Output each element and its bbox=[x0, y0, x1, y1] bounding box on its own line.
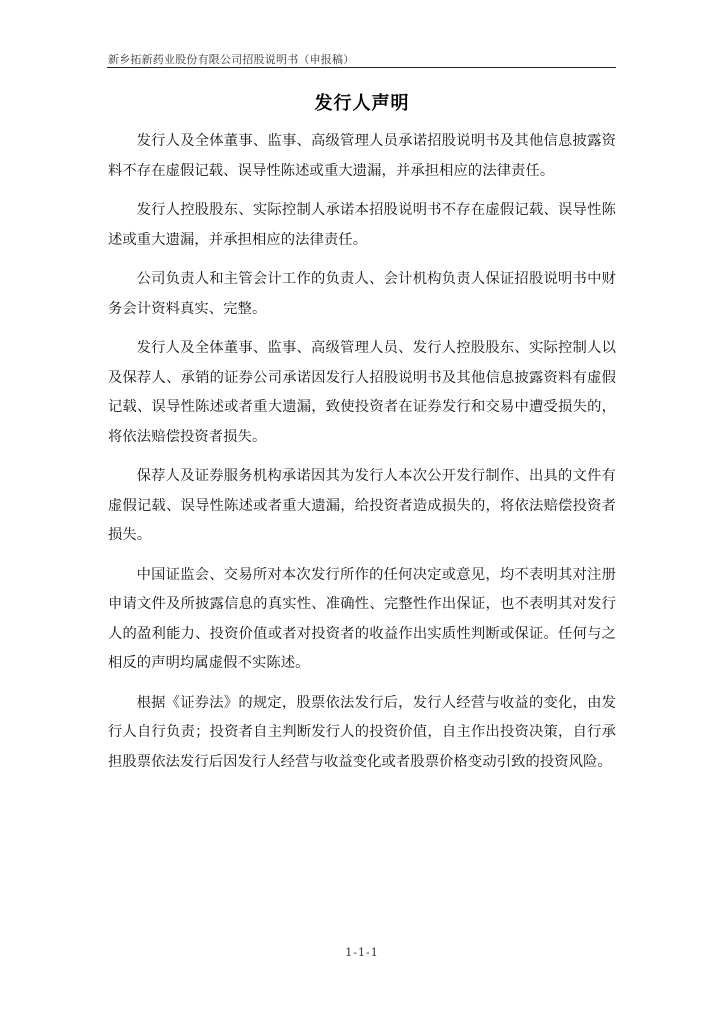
paragraph-3: 公司负责人和主管会计工作的负责人、会计机构负责人保证招股说明书中财务会计资料真实、完整。 bbox=[108, 271, 616, 317]
page-number: 1-1-1 bbox=[345, 946, 379, 959]
paragraph-7: 根据《证券法》的规定，股票依法发行后，发行人经营与收益的变化，由发行人自行负责；投资者自主判断发行人的投资价值，自主作出投资决策，自行承担股票依法发行后因发行人经营与收益变化或者股票价格变动引致的投资风险。 bbox=[108, 694, 616, 770]
declaration-body bbox=[108, 127, 616, 787]
running-header: 新乡拓新药业股份有限公司招股说明书（申报稿） bbox=[108, 53, 355, 66]
paragraph-1: 发行人及全体董事、监事、高级管理人员承诺招股说明书及其他信息披露资料不存在虚假记载、误导性陈述或重大遗漏，并承担相应的法律责任。 bbox=[108, 133, 616, 179]
page-title: 发行人声明 bbox=[314, 93, 410, 114]
paragraph-4: 发行人及全体董事、监事、高级管理人员、发行人控股股东、实际控制人以及保荐人、承销的证券公司承诺因发行人招股说明书及其他信息披露资料有虚假记载、误导性陈述或者重大遗漏，致使投资者在证券发行和交易中遭受损失的，将依法赔偿投资者损失。 bbox=[108, 340, 616, 445]
paragraph-5: 保荐人及证券服务机构承诺因其为发行人本次公开发行制作、出具的文件有虚假记载、误导性陈述或者重大遗漏，给投资者造成损失的，将依法赔偿投资者损失。 bbox=[108, 468, 616, 543]
paragraph-6: 中国证监会、交易所对本次发行所作的任何决定或意见，均不表明其对注册申请文件及所披露信息的真实性、准确性、完整性作出保证，也不表明其对发行人的盈利能力、投资价值或者对投资者的收益作出实质性判断或保证。任何与之相反的声明均属虚假不实陈述。 bbox=[108, 566, 616, 671]
paragraph-2: 发行人控股股东、实际控制人承诺本招股说明书不存在虚假记载、误导性陈述或重大遗漏，并承担相应的法律责任。 bbox=[108, 202, 616, 248]
header-rule bbox=[107, 67, 616, 68]
